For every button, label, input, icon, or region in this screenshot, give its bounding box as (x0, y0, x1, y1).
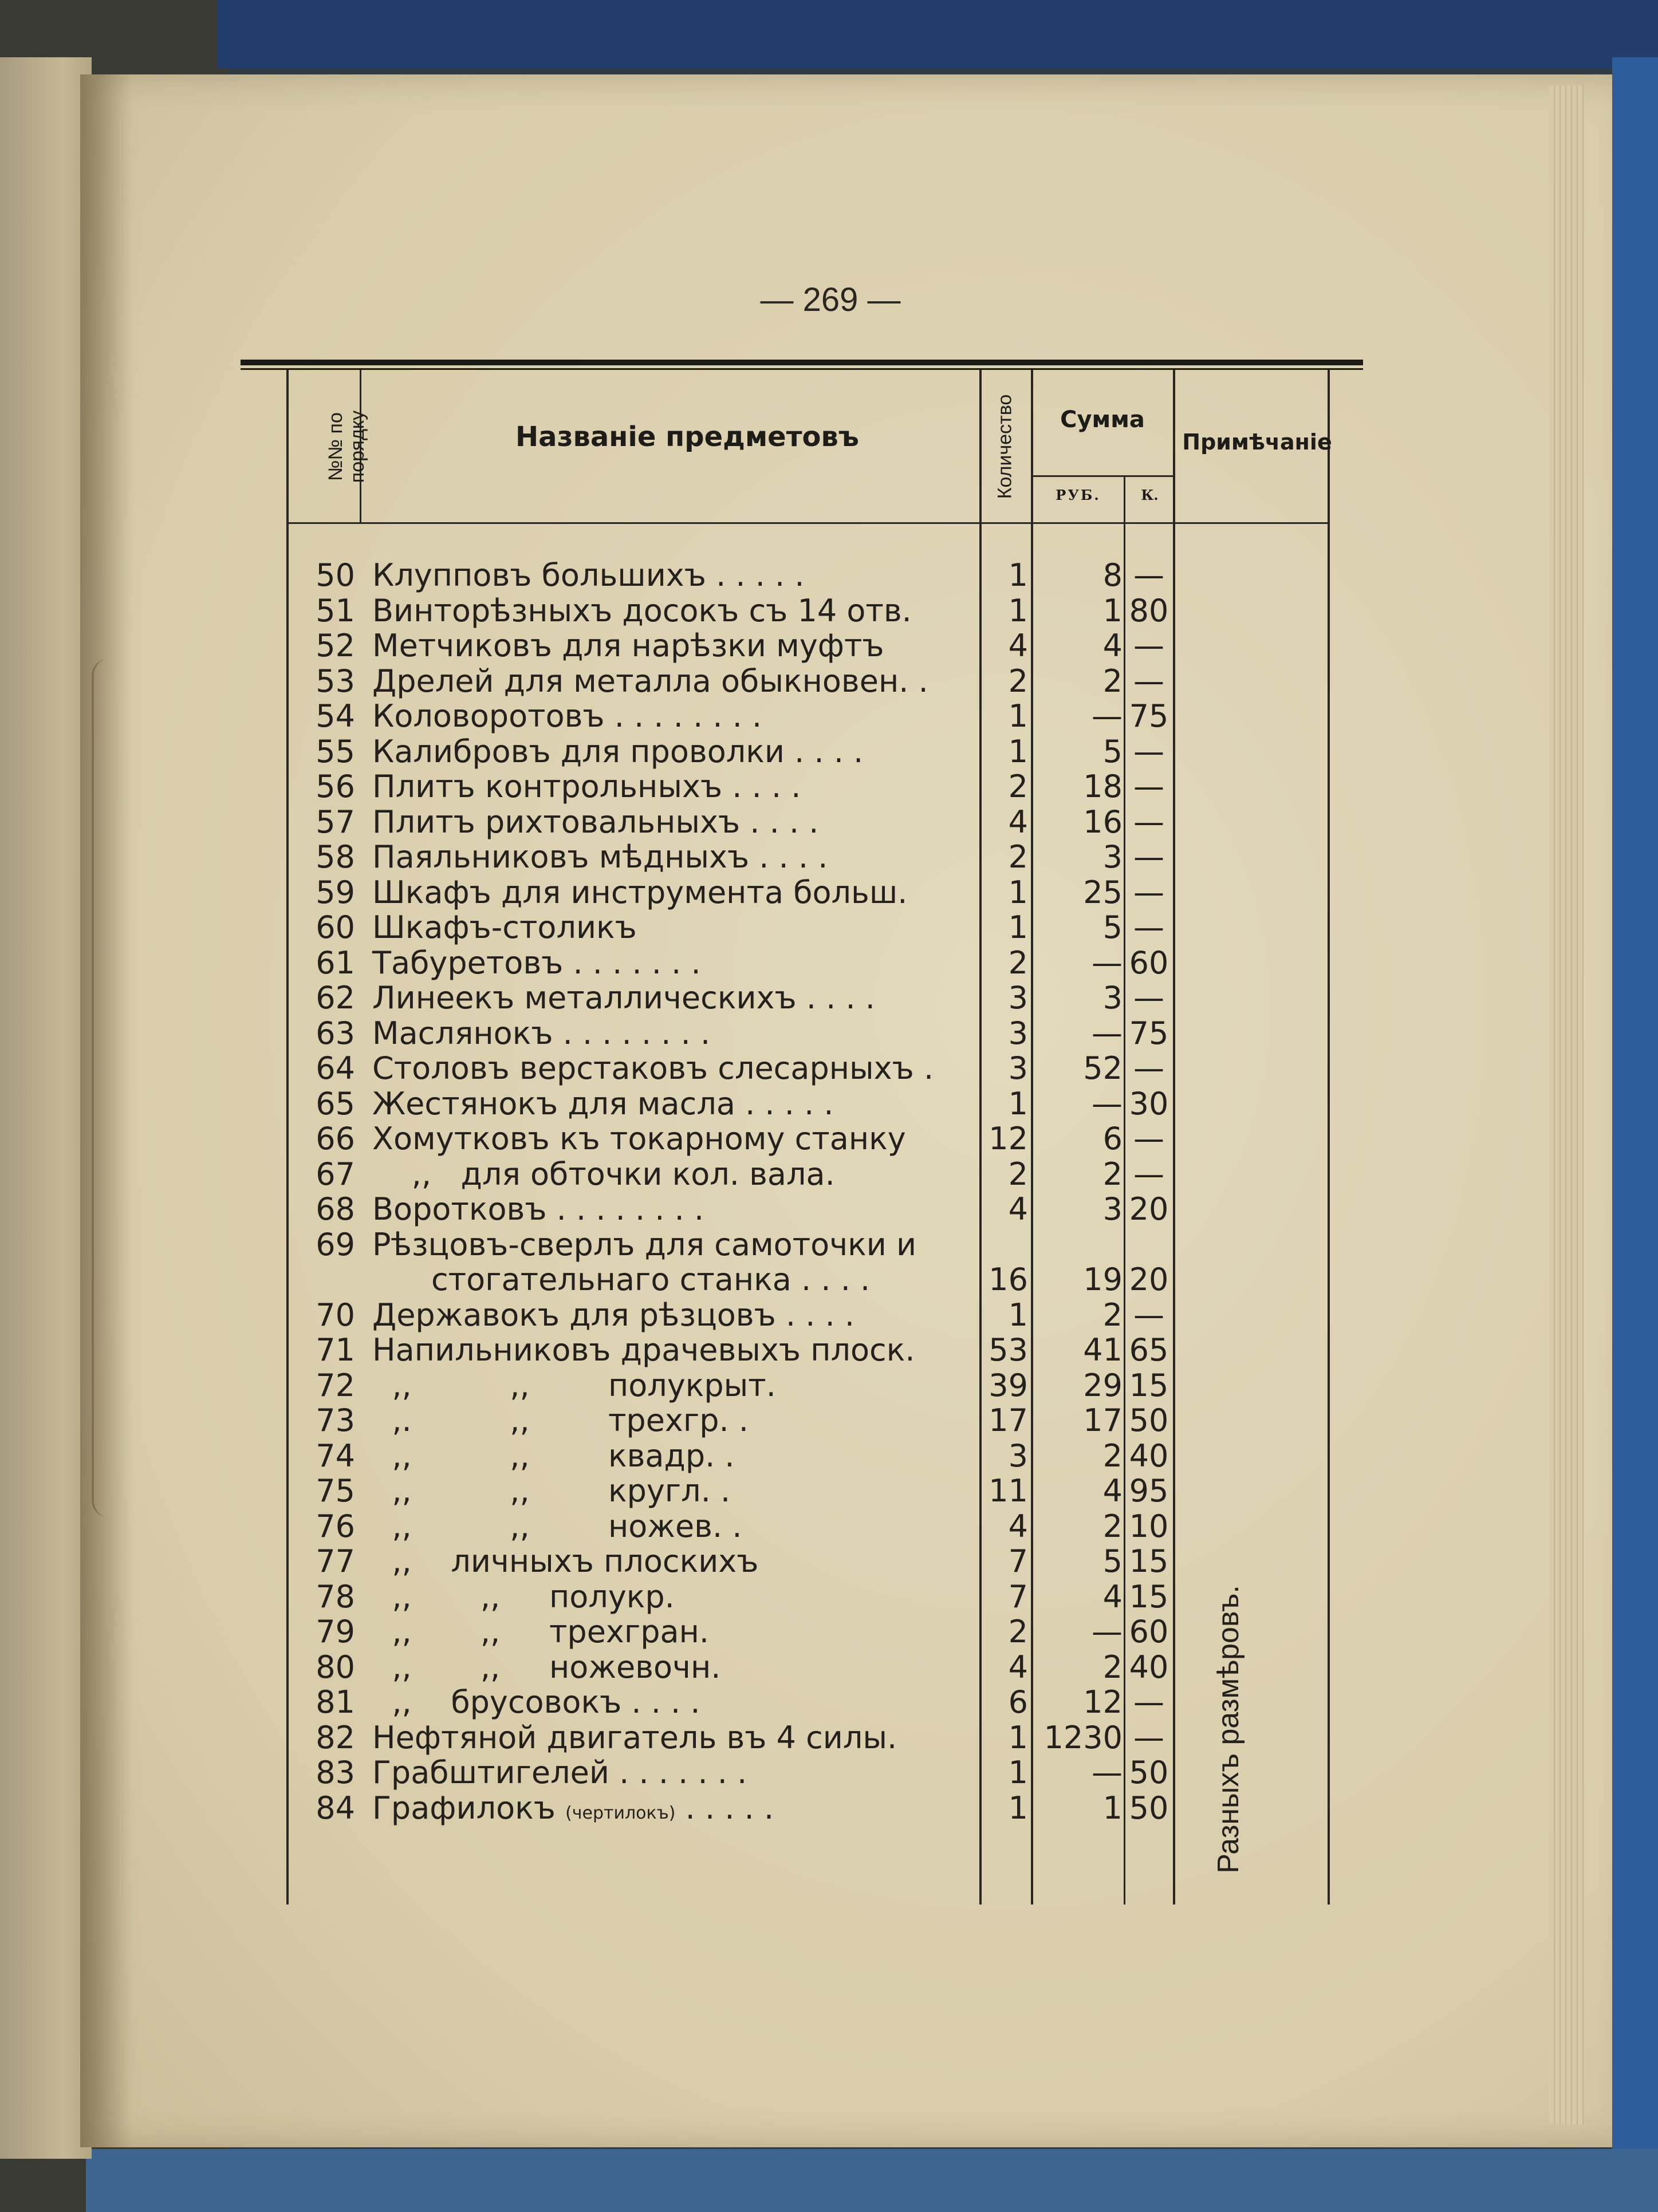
item-rubles: 12 (1083, 1684, 1123, 1720)
table-row (0, 1721, 1658, 1755)
item-name: Плитъ рихтовальныхъ . . . . (372, 804, 819, 840)
header-item-name: Названіе предметовъ (515, 421, 859, 453)
table-row (0, 840, 1658, 874)
item-quantity: 12 (989, 1121, 1028, 1157)
item-name: Шкафъ для инструмента больш. (372, 874, 908, 910)
item-quantity: 2 (1008, 839, 1028, 875)
item-quantity: 4 (1008, 628, 1028, 664)
item-quantity: 3 (1008, 1438, 1028, 1474)
item-quantity: 39 (989, 1367, 1028, 1403)
item-kopecks: 65 (1129, 1332, 1169, 1368)
item-kopecks: 20 (1129, 1261, 1169, 1298)
item-kopecks: 50 (1129, 1790, 1169, 1826)
table-row (0, 1615, 1658, 1649)
item-name: ,, ,, полукрыт. (372, 1367, 776, 1403)
item-name: Жестянокъ для масла . . . . . (372, 1086, 834, 1122)
row-number: 70 (316, 1297, 355, 1333)
item-kopecks: — (1133, 557, 1164, 593)
item-name: ,, ,, квадр. . (372, 1438, 735, 1474)
item-name: Столовъ верстаковъ слесарныхъ . (372, 1050, 934, 1086)
item-rubles: 2 (1102, 663, 1123, 699)
item-kopecks: — (1133, 1121, 1164, 1157)
note-vertical-text: Разныхъ размѣровъ. (1212, 1585, 1245, 1874)
table-row (0, 1791, 1658, 1825)
item-quantity: 16 (989, 1261, 1028, 1298)
table-row (0, 1756, 1658, 1790)
row-number: 82 (316, 1720, 355, 1756)
item-rubles: 2 (1102, 1508, 1123, 1544)
item-kopecks: 75 (1129, 698, 1169, 734)
row-number: 80 (316, 1649, 355, 1685)
item-name: Плитъ контрольныхъ . . . . (372, 768, 801, 805)
row-number: 56 (316, 768, 355, 805)
item-rubles: — (1092, 698, 1123, 734)
item-name: Напильниковъ драчевыхъ плоск. (372, 1332, 915, 1368)
item-name: Коловоротовъ . . . . . . . . (372, 698, 762, 734)
item-name: ,, ,, полукр. (372, 1579, 675, 1615)
item-rubles: 3 (1102, 980, 1123, 1016)
item-quantity: 1 (1008, 874, 1028, 910)
table-row (0, 1016, 1658, 1051)
item-kopecks: — (1133, 980, 1164, 1016)
item-rubles: 2 (1102, 1649, 1123, 1685)
item-quantity: 7 (1008, 1579, 1028, 1615)
row-number: 66 (316, 1121, 355, 1157)
item-kopecks: 75 (1129, 1015, 1169, 1051)
header-rubles: РУБ. (1056, 487, 1101, 503)
item-name: Хомутковъ къ токарному станку (372, 1121, 906, 1157)
item-kopecks: — (1133, 804, 1164, 840)
item-kopecks: 60 (1129, 1614, 1169, 1650)
item-quantity: 2 (1008, 945, 1028, 981)
header-note: Примѣчаніе (1182, 429, 1332, 455)
item-quantity: 1 (1008, 734, 1028, 770)
header-kopecks: К. (1141, 487, 1159, 503)
table-row (0, 805, 1658, 839)
item-kopecks: 10 (1129, 1508, 1169, 1544)
row-number: 51 (316, 593, 355, 629)
item-rubles: 8 (1102, 557, 1123, 593)
row-number: 67 (316, 1156, 355, 1192)
item-kopecks: — (1133, 1156, 1164, 1192)
item-quantity: 4 (1008, 1508, 1028, 1544)
item-rubles: 2 (1102, 1438, 1123, 1474)
row-number: 64 (316, 1050, 355, 1086)
item-quantity: 4 (1008, 804, 1028, 840)
item-quantity: 1 (1008, 1297, 1028, 1333)
table-row (0, 1298, 1658, 1332)
item-kopecks: — (1133, 663, 1164, 699)
item-kopecks: 50 (1129, 1754, 1169, 1791)
item-quantity: 2 (1008, 768, 1028, 805)
table-row (0, 664, 1658, 699)
item-name: Державокъ для рѣзцовъ . . . . (372, 1297, 855, 1333)
item-name: Клупповъ большихъ . . . . . (372, 557, 805, 593)
item-rubles: 3 (1102, 839, 1123, 875)
item-name: Воротковъ . . . . . . . . (372, 1191, 704, 1227)
item-kopecks: 60 (1129, 945, 1169, 981)
table-row (0, 1580, 1658, 1614)
item-kopecks: 15 (1129, 1367, 1169, 1403)
row-number: 50 (316, 557, 355, 593)
row-number: 53 (316, 663, 355, 699)
row-number: 54 (316, 698, 355, 734)
item-name: Винторѣзныхъ досокъ съ 14 отв. (372, 593, 912, 629)
item-kopecks: — (1133, 768, 1164, 805)
item-quantity: 2 (1008, 1614, 1028, 1650)
item-quantity: 53 (989, 1332, 1028, 1368)
item-rubles: 4 (1102, 1473, 1123, 1509)
item-kopecks: 30 (1129, 1086, 1169, 1122)
table-row (0, 1369, 1658, 1403)
row-number: 57 (316, 804, 355, 840)
item-quantity: 3 (1008, 1050, 1028, 1086)
item-kopecks: 80 (1129, 593, 1169, 629)
item-rubles: 1 (1102, 1790, 1123, 1826)
row-number: 84 (316, 1790, 355, 1826)
row-number: 79 (316, 1614, 355, 1650)
item-kopecks: — (1133, 734, 1164, 770)
table-row (0, 629, 1658, 663)
table-row (0, 1051, 1658, 1086)
table-row (0, 1650, 1658, 1685)
table-row (0, 699, 1658, 734)
item-quantity: 1 (1008, 1790, 1028, 1826)
item-quantity: 1 (1008, 1720, 1028, 1756)
table-row (0, 1333, 1658, 1367)
page-number: — 269 — (760, 281, 901, 318)
item-kopecks: 95 (1129, 1473, 1169, 1509)
item-rubles: 29 (1083, 1367, 1123, 1403)
header-bottom-rule (286, 522, 1329, 524)
item-name: Рѣзцовъ-сверлъ для самоточки и (372, 1227, 917, 1263)
item-rubles: 4 (1102, 628, 1123, 664)
item-rubles: 5 (1102, 734, 1123, 770)
item-name: Метчиковъ для нарѣзки муфтъ (372, 628, 884, 664)
item-rubles: — (1092, 1015, 1123, 1051)
item-kopecks: 15 (1129, 1579, 1169, 1615)
item-name: ,, личныхъ плоскихъ (372, 1543, 759, 1579)
header-quantity: Количество (994, 394, 1016, 499)
table-row (0, 876, 1658, 910)
table-row (0, 735, 1658, 769)
item-name: ,. ,, трехгр. . (372, 1402, 749, 1438)
item-name: ,, для обточки кол. вала. (372, 1156, 835, 1192)
row-number: 73 (316, 1402, 355, 1438)
item-kopecks: — (1133, 909, 1164, 945)
row-number: 77 (316, 1543, 355, 1579)
column-divider (1031, 475, 1174, 477)
table-row (0, 1403, 1658, 1438)
item-name: ,, ,, ножев. . (372, 1508, 742, 1544)
item-rubles: — (1092, 945, 1123, 981)
item-rubles: 5 (1102, 1543, 1123, 1579)
item-quantity: 2 (1008, 663, 1028, 699)
item-quantity: 1 (1008, 557, 1028, 593)
item-name-main: Графилокъ (372, 1790, 556, 1826)
table-row (0, 1685, 1658, 1720)
item-rubles: 5 (1102, 909, 1123, 945)
item-kopecks: — (1133, 1720, 1164, 1756)
table-row (0, 1122, 1658, 1156)
item-kopecks: 40 (1129, 1438, 1169, 1474)
item-rubles: 1230 (1043, 1720, 1123, 1756)
item-quantity: 1 (1008, 909, 1028, 945)
book-cover-bottom (86, 2149, 1658, 2212)
item-quantity: 3 (1008, 980, 1028, 1016)
item-name: Табуретовъ . . . . . . . (372, 945, 701, 981)
item-kopecks: 15 (1129, 1543, 1169, 1579)
row-number: 62 (316, 980, 355, 1016)
item-kopecks: — (1133, 874, 1164, 910)
item-name: ,, брусовокъ . . . . (372, 1684, 700, 1720)
table-row (0, 1544, 1658, 1579)
item-name-aside: (чертилокъ) (565, 1803, 676, 1823)
item-kopecks: — (1133, 1050, 1164, 1086)
row-number: 83 (316, 1754, 355, 1791)
table-row (0, 1157, 1658, 1192)
item-name: Калибровъ для проволки . . . . (372, 734, 864, 770)
item-name: ,, ,, ножевочн. (372, 1649, 721, 1685)
row-number: 69 (316, 1227, 355, 1263)
item-rubles: 52 (1083, 1050, 1123, 1086)
row-number: 60 (316, 909, 355, 945)
item-name: Дрелей для металла обыкновен. . (372, 663, 928, 699)
item-name: Нефтяной двигатель въ 4 силы. (372, 1720, 897, 1756)
item-quantity: 4 (1008, 1649, 1028, 1685)
row-number: 78 (316, 1579, 355, 1615)
item-rubles: 6 (1102, 1121, 1123, 1157)
item-name: ,, ,, трехгран. (372, 1614, 710, 1650)
row-number: 74 (316, 1438, 355, 1474)
row-number: 59 (316, 874, 355, 910)
item-rubles: 17 (1083, 1402, 1123, 1438)
item-rubles: 25 (1083, 874, 1123, 910)
item-rubles: — (1092, 1086, 1123, 1122)
item-name: Шкафъ-столикъ (372, 909, 637, 945)
item-name: Паяльниковъ мѣдныхъ . . . . (372, 839, 828, 875)
item-kopecks: — (1133, 628, 1164, 664)
table-row (0, 1228, 1658, 1262)
header-sum: Сумма (1060, 407, 1145, 433)
row-number: 76 (316, 1508, 355, 1544)
item-name: Маслянокъ . . . . . . . . (372, 1015, 711, 1051)
table-top-rule-thin (241, 368, 1363, 370)
row-number: 63 (316, 1015, 355, 1051)
item-name: Грабштигелей . . . . . . . (372, 1754, 747, 1791)
item-rubles: 18 (1083, 768, 1123, 805)
book-cover-top (218, 0, 1658, 69)
table-row (0, 946, 1658, 980)
row-number: 71 (316, 1332, 355, 1368)
row-number: 68 (316, 1191, 355, 1227)
table-row (0, 1087, 1658, 1121)
item-quantity: 6 (1008, 1684, 1028, 1720)
table-top-rule (241, 360, 1363, 365)
item-rubles: 1 (1102, 593, 1123, 629)
row-number: 75 (316, 1473, 355, 1509)
item-quantity: 4 (1008, 1191, 1028, 1227)
table-row (0, 558, 1658, 593)
table-row (0, 981, 1658, 1015)
table-row (0, 910, 1658, 945)
header-row-number: №№ по порядку (325, 410, 368, 483)
table-row (0, 1509, 1658, 1544)
item-rubles: 2 (1102, 1297, 1123, 1333)
row-number: 81 (316, 1684, 355, 1720)
item-quantity: 1 (1008, 698, 1028, 734)
item-rubles: 16 (1083, 804, 1123, 840)
row-number: 72 (316, 1367, 355, 1403)
table-row (0, 1192, 1658, 1227)
item-quantity: 7 (1008, 1543, 1028, 1579)
item-rubles: 2 (1102, 1156, 1123, 1192)
table-row (0, 1474, 1658, 1508)
table-row (0, 1263, 1658, 1297)
item-quantity: 1 (1008, 593, 1028, 629)
item-quantity: 3 (1008, 1015, 1028, 1051)
item-rubles: — (1092, 1754, 1123, 1791)
item-kopecks: — (1133, 1297, 1164, 1333)
item-name-leader: . . . . . (675, 1790, 774, 1826)
item-rubles: 41 (1083, 1332, 1123, 1368)
item-rubles: 3 (1102, 1191, 1123, 1227)
item-quantity: 11 (989, 1473, 1028, 1509)
row-number: 52 (316, 628, 355, 664)
item-kopecks: — (1133, 1684, 1164, 1720)
row-number: 61 (316, 945, 355, 981)
row-number: 65 (316, 1086, 355, 1122)
item-kopecks: 40 (1129, 1649, 1169, 1685)
row-number: 58 (316, 839, 355, 875)
item-name: ,, ,, кругл. . (372, 1473, 731, 1509)
item-rubles: 4 (1102, 1579, 1123, 1615)
table-row (0, 594, 1658, 628)
item-quantity: 1 (1008, 1754, 1028, 1791)
item-quantity: 17 (989, 1402, 1028, 1438)
item-name (372, 1791, 985, 1831)
table-row (0, 770, 1658, 804)
item-rubles: — (1092, 1614, 1123, 1650)
item-rubles: 19 (1083, 1261, 1123, 1298)
item-kopecks: — (1133, 839, 1164, 875)
item-name: стогательнаго станка . . . . (372, 1261, 871, 1298)
item-quantity: 1 (1008, 1086, 1028, 1122)
item-kopecks: 50 (1129, 1402, 1169, 1438)
item-quantity: 2 (1008, 1156, 1028, 1192)
item-name: Линеекъ металлическихъ . . . . (372, 980, 875, 1016)
row-number: 55 (316, 734, 355, 770)
table-row (0, 1439, 1658, 1473)
item-kopecks: 20 (1129, 1191, 1169, 1227)
